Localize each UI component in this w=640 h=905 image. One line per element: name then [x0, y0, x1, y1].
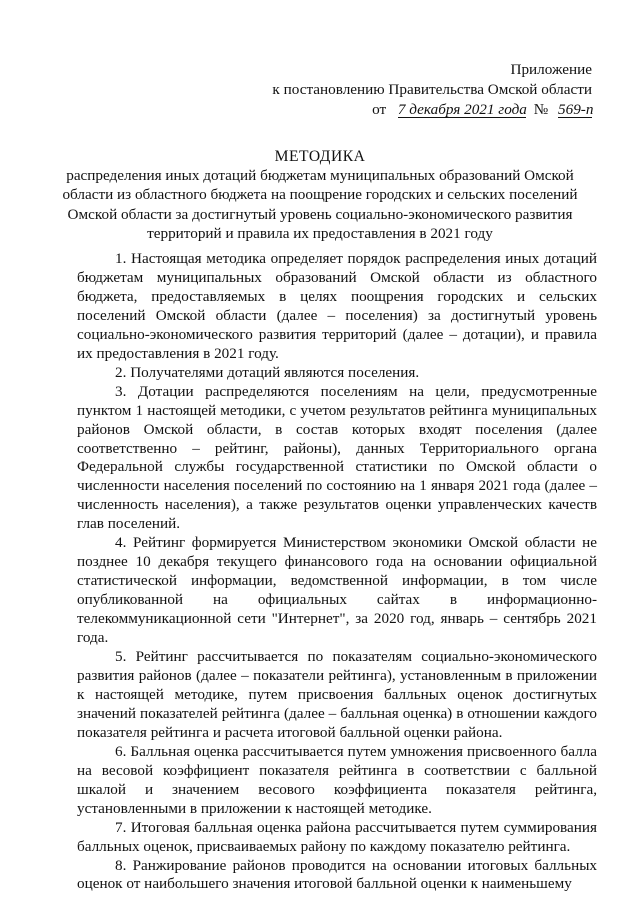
- paragraph-1: 1. Настоящая методика определяет порядок распределения иных дотаций бюджетам муниципальных образований Омской области из областного бюджета, предоставляемых в целях поощрения городских и сельских поселений Омской области (далее – поселения) за достигнутый уровень социально-экономического развития территорий (далее – дотации), и правила их предоставления в 2021 году.: [77, 250, 597, 362]
- document-title: МЕТОДИКА: [274, 148, 366, 165]
- paragraph-5: 5. Рейтинг рассчитывается по показателям социально-экономического развития районов (далее – показатели рейтинга), установленным в приложении к настоящей методике, путем присвоения балльных оценок достигнутых значений показателей рейтинга (далее – балльная оценка) в отношении каждого показателя рейтинга и расчета итоговой балльной оценки района.: [77, 648, 597, 741]
- date-prefix: от: [372, 101, 387, 118]
- paragraph-7: 7. Итоговая балльная оценка района рассчитывается путем суммирования балльных оценок, присваиваемых району по каждому показателю рейтинга.: [77, 818, 597, 855]
- resolution-number: 569-п: [558, 101, 594, 118]
- paragraph-6: 6. Балльная оценка рассчитывается путем умножения присвоенного балла на весовой коэффициент показателя рейтинга в соответствии с балльной шкалой и значением весового коэффициента показателя рейтинга, установленными в приложении к настоящей методике.: [77, 742, 597, 817]
- resolution-date: 7 декабря 2021 года: [397, 101, 527, 118]
- resolution-reference: к постановлению Правительства Омской области: [272, 81, 592, 98]
- paragraph-8: 8. Ранжирование районов проводится на основании итоговых балльных оценок от наибольшего значения итоговой балльной оценки к наименьшему: [77, 856, 597, 893]
- paragraph-2: 2. Получателями дотаций являются поселения.: [115, 363, 420, 381]
- paragraph-4: 4. Рейтинг формируется Министерством экономики Омской области не позднее 10 декабря текущего финансового года на основании официальной статистической информации, ведомственной информации, в том числе опубликованной на официальных сайтах в информационно-телекоммуникационной сети "Интернет", за 2020 год, январь – сентябрь 2021 года.: [77, 534, 597, 647]
- resolution-date-number: [272, 100, 592, 120]
- document-body: [77, 250, 597, 894]
- appendix-label: Приложение: [510, 61, 592, 78]
- appendix-header: [272, 60, 592, 120]
- number-sign: №: [533, 101, 549, 118]
- paragraph-3: 3. Дотации распределяются поселениям на цели, предусмотренные пунктом 1 настоящей методики, с учетом результатов рейтинга муниципальных районов Омской области, в состав которых входят поселения (далее соответственно – рейтинг, районы), данных Территориального органа Федеральной службы государственной статистики по Омской области о численности населения поселений по состоянию на 1 января 2021 года (далее – численность населения), а также результатов оценки управленческих качеств глав поселений.: [77, 382, 597, 533]
- document-subtitle: распределения иных дотаций бюджетам муниципальных образований Омской области из областного бюджета на поощрение городских и сельских поселений Омской области за достигнутый уровень социально-экономического развития территорий и правила их предоставления в 2021 году: [62, 167, 578, 243]
